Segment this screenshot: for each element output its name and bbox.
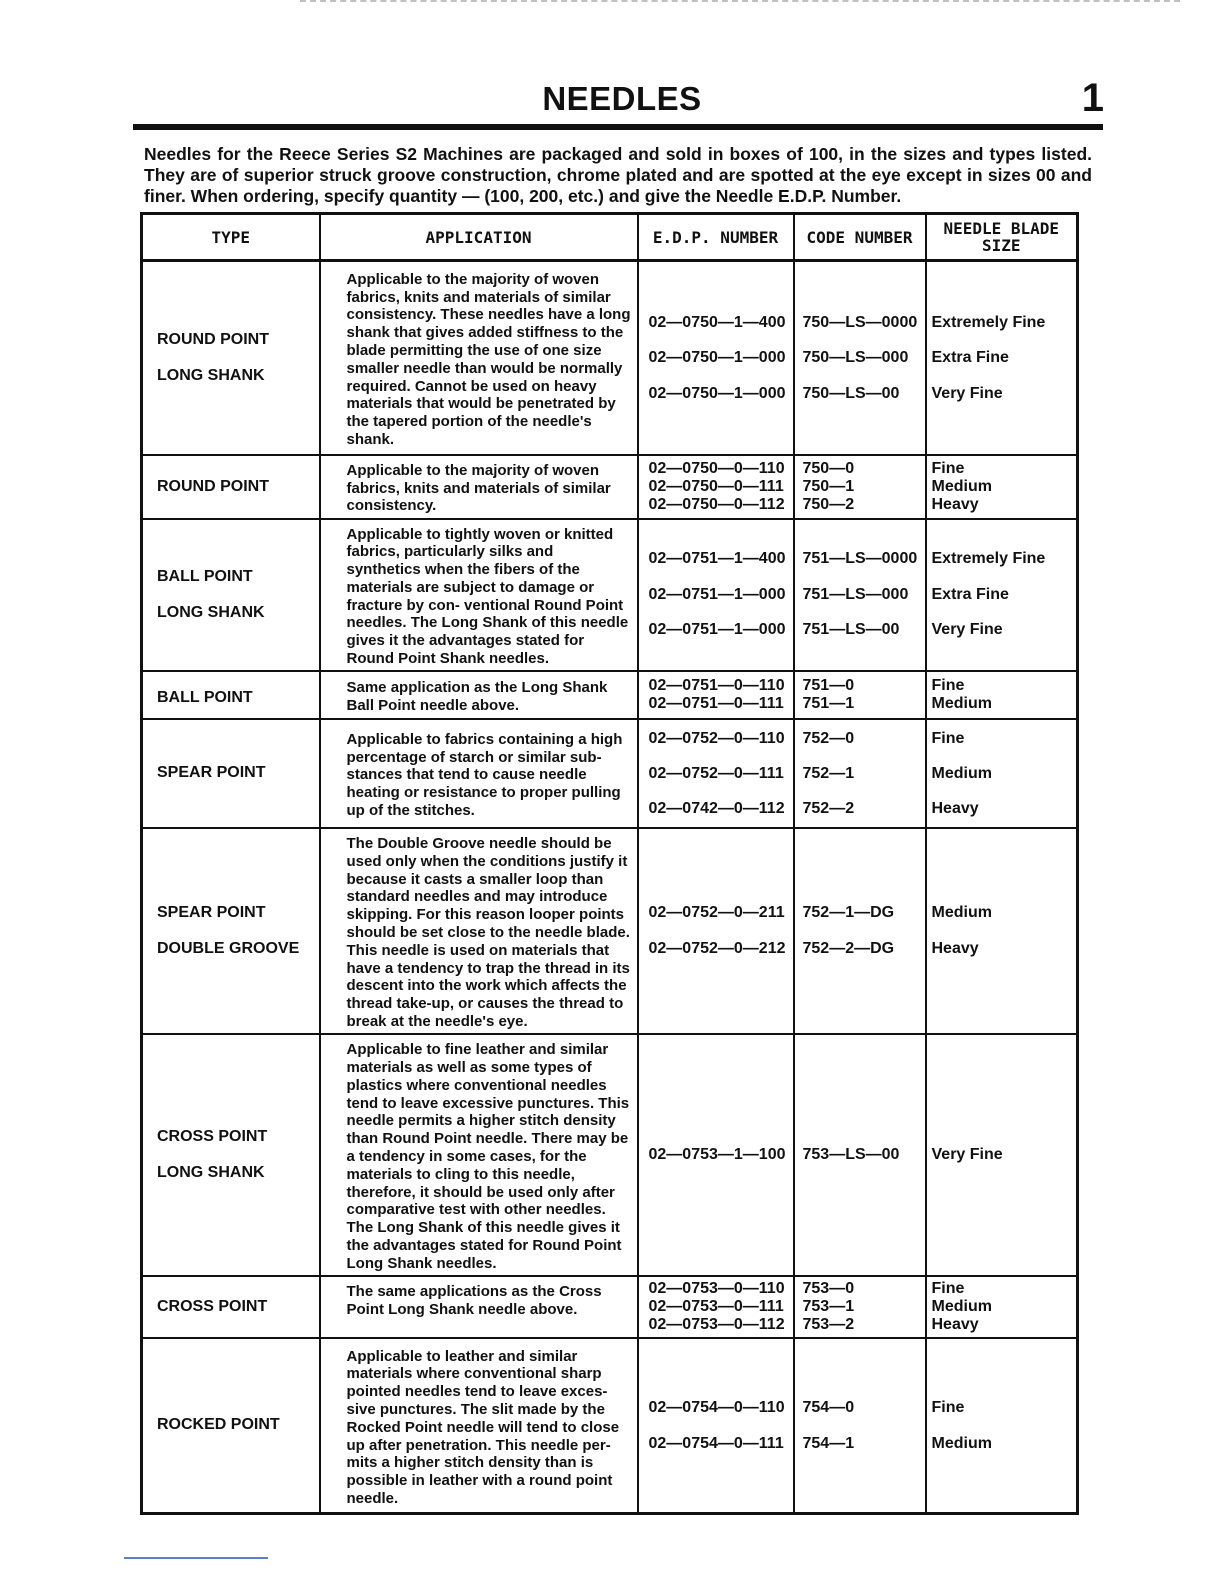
code-number: 750—0 [802,459,855,477]
edp-cell [638,455,794,519]
edp-number: 02—0752—0—212 [648,939,786,957]
blade-size: Fine [931,459,965,477]
type-line: DOUBLE GROOVE [157,939,300,957]
code-number: 750—2 [802,495,855,513]
code-number: 753—0 [802,1279,855,1297]
edp-number: 02—0751—1—000 [648,585,786,603]
edp-cell [638,1034,794,1276]
edp-number: 02—0752—0—111 [648,764,784,782]
type-cell [142,828,320,1034]
code-cell [794,261,926,455]
size-cell [926,1034,1078,1276]
edp-cell [638,1338,794,1514]
blade-size: Medium [931,477,992,495]
size-cell [926,671,1078,719]
type-cell [142,719,320,828]
code-number: 752—1 [802,764,855,782]
title-rule [133,124,1103,130]
type-cell [142,519,320,671]
blade-size: Fine [931,729,965,747]
type-cell [142,1276,320,1338]
size-cell [926,828,1078,1034]
table-header-row [142,214,1078,261]
type-line: ROCKED POINT [157,1415,280,1433]
code-cell [794,455,926,519]
intro-paragraph: Needles for the Reece Series S2 Machines are packaged and sold in boxes of 100, in the sizes and types listed. They are of superior struck groove construction, chrome plated and are spotted at the eye except in sizes 00 and finer. When ordering, specify quantity — (100, 200, etc.) and give the Needle E.D.P. Number. [144,144,1092,206]
type-line: CROSS POINT [157,1297,268,1315]
page-title: NEEDLES [542,80,702,117]
code-number: 754—0 [802,1399,855,1417]
table-row [142,671,1078,719]
blade-size: Very Fine [931,384,1003,402]
blade-size: Very Fine [931,1146,1003,1164]
table-row [142,828,1078,1034]
code-cell [794,719,926,828]
code-number: 751—LS—0000 [802,550,918,568]
blade-size: Extra Fine [931,585,1009,603]
application-cell: The Double Groove needle should be used only when the conditions justify it because it casts a smaller loop than standard needles and may introduce skipping. For this reason looper points should be set close to the needle blade. This needle is used on materials that have a tendency to trap the thread in its descent into the work which affects the thread take-up, or causes the thread to break at the needle's eye. [320,828,638,1034]
edp-number: 02—0750—1—400 [648,313,786,331]
type-cell [142,1338,320,1514]
edp-cell [638,719,794,828]
code-cell [794,1276,926,1338]
edp-number: 02—0750—0—112 [648,495,785,513]
code-cell [794,828,926,1034]
header-edp-number: E.D.P. NUMBER [638,214,794,261]
type-line: CROSS POINT [157,1127,268,1145]
edp-cell [638,828,794,1034]
code-cell [794,1338,926,1514]
code-cell [794,1034,926,1276]
edp-number: 02—0750—1—000 [648,349,786,366]
table-row [142,1338,1078,1514]
table-row [142,455,1078,519]
application-cell: Same application as the Long Shank Ball Point needle above. [320,671,638,719]
table-row [142,719,1078,828]
type-line: SPEAR POINT [157,764,266,782]
code-number: 754—1 [802,1434,855,1452]
edp-number: 02—0754—0—110 [648,1399,785,1417]
scan-artifact [300,0,1180,8]
application-cell: Applicable to fine leather and similar materials as well as some types of plastics where conventional needles tend to leave excessive punctures. This needle permits a higher stitch density than Round Point needle. There may be a tendency in some cases, for the materials to cling to this needle, therefore, it should be used only after comparative test with other needles. The Long Shank of this needle gives it the advantages stated for Round Point Long Shank needles. [320,1034,638,1276]
type-line: ROUND POINT [157,330,269,348]
type-line: LONG SHANK [157,366,265,384]
code-number: 752—2 [802,799,855,817]
code-number: 752—2—DG [802,939,895,957]
code-cell [794,519,926,671]
edp-number: 02—0752—0—211 [648,904,785,922]
edp-number: 02—0753—0—111 [648,1297,784,1315]
edp-number: 02—0750—1—000 [648,384,786,402]
type-line: BALL POINT [157,688,253,706]
code-number: 750—LS—00 [802,384,900,402]
blade-size: Extremely Fine [931,550,1046,568]
edp-number: 02—0751—0—110 [648,676,785,694]
size-cell [926,519,1078,671]
table-row [142,519,1078,671]
edp-number: 02—0742—0—112 [648,799,785,817]
header-needle-blade-size: NEEDLE BLADE SIZE [926,214,1078,261]
size-cell [926,455,1078,519]
blade-size: Heavy [931,495,979,513]
edp-number: 02—0753—0—110 [648,1279,785,1297]
header-code-number: CODE NUMBER [794,214,926,261]
type-line: LONG SHANK [157,603,265,621]
blade-size: Fine [931,1399,965,1417]
type-line: LONG SHANK [157,1163,265,1181]
edp-cell [638,519,794,671]
blade-size: Medium [931,1434,992,1452]
blade-size: Heavy [931,1315,979,1333]
code-number: 751—LS—00 [802,621,900,639]
page-number: 1 [1081,76,1104,120]
edp-number: 02—0751—1—400 [648,550,786,568]
footer-link-underline [124,1557,268,1559]
code-number: 752—0 [802,729,855,747]
application-cell: Applicable to the majority of woven fabrics, knits and materials of similar consistency. [320,455,638,519]
header-type: TYPE [142,214,320,261]
blade-size: Very Fine [931,621,1003,639]
code-number: 753—LS—00 [802,1146,900,1164]
size-cell [926,261,1078,455]
table-row [142,261,1078,455]
code-number: 750—1 [802,477,855,495]
needles-table [140,212,1079,1515]
code-number: 753—1 [802,1297,855,1315]
code-cell [794,671,926,719]
blade-size: Medium [931,904,992,922]
edp-number: 02—0750—0—110 [648,459,785,477]
code-number: 751—1 [802,694,855,712]
edp-number: 02—0754—0—111 [648,1434,784,1452]
type-line: ROUND POINT [157,477,269,495]
edp-number: 02—0750—0—111 [648,477,784,495]
application-cell: Applicable to fabrics containing a high percentage of starch or similar sub- stances that tend to cause needle heating or resistance to proper pulling up of the stitches. [320,719,638,828]
edp-number: 02—0751—0—111 [648,694,784,712]
header-application: APPLICATION [320,214,638,261]
application-cell: The same applications as the Cross Point Long Shank needle above. [320,1276,638,1338]
application-cell: Applicable to leather and similar materials where conventional sharp pointed needles tend to leave exces- sive punctures. The slit made by the Rocked Point needle will tend to close up after penetration. This needle per- mits a higher stitch density than is possible in leather with a round point needle. [320,1338,638,1514]
application-cell: Applicable to the majority of woven fabrics, knits and materials of similar consistency. These needles have a long shank that gives added stiffness to the blade permitting the use of one size smaller needle than would be normally required. Cannot be used on heavy materials that would be penetrated by the tapered portion of the needle's shank. [320,261,638,455]
edp-cell [638,1276,794,1338]
edp-number: 02—0751—1—000 [648,621,786,639]
code-number: 750—LS—0000 [802,313,918,331]
blade-size: Fine [931,1279,965,1297]
type-line: SPEAR POINT [157,903,266,921]
blade-size: Heavy [931,799,979,817]
application-cell: Applicable to tightly woven or knitted fabrics, particularly silks and synthetics when the fibers of the materials are subject to damage or fracture by con- ventional Round Point needles. The Long Shank of this needle gives it the advantages stated for Round Point Shank needles. [320,519,638,671]
edp-number: 02—0752—0—110 [648,729,785,747]
blade-size: Extra Fine [931,349,1009,366]
type-cell [142,261,320,455]
blade-size: Heavy [931,939,979,957]
type-cell [142,1034,320,1276]
code-number: 752—1—DG [802,904,895,922]
blade-size: Medium [931,1297,992,1315]
table-row [142,1276,1078,1338]
code-number: 751—0 [802,676,855,694]
table-row [142,1034,1078,1276]
edp-number: 02—0753—1—100 [648,1146,786,1164]
type-cell [142,671,320,719]
blade-size: Extremely Fine [931,313,1046,331]
code-number: 751—LS—000 [802,585,909,603]
size-cell [926,1276,1078,1338]
size-cell [926,1338,1078,1514]
type-cell [142,455,320,519]
edp-cell [638,671,794,719]
code-number: 750—LS—000 [802,349,909,366]
blade-size: Fine [931,676,965,694]
blade-size: Medium [931,694,992,712]
size-cell [926,719,1078,828]
edp-number: 02—0753—0—112 [648,1315,785,1333]
code-number: 753—2 [802,1315,855,1333]
edp-cell [638,261,794,455]
blade-size: Medium [931,764,992,782]
type-line: BALL POINT [157,567,253,585]
